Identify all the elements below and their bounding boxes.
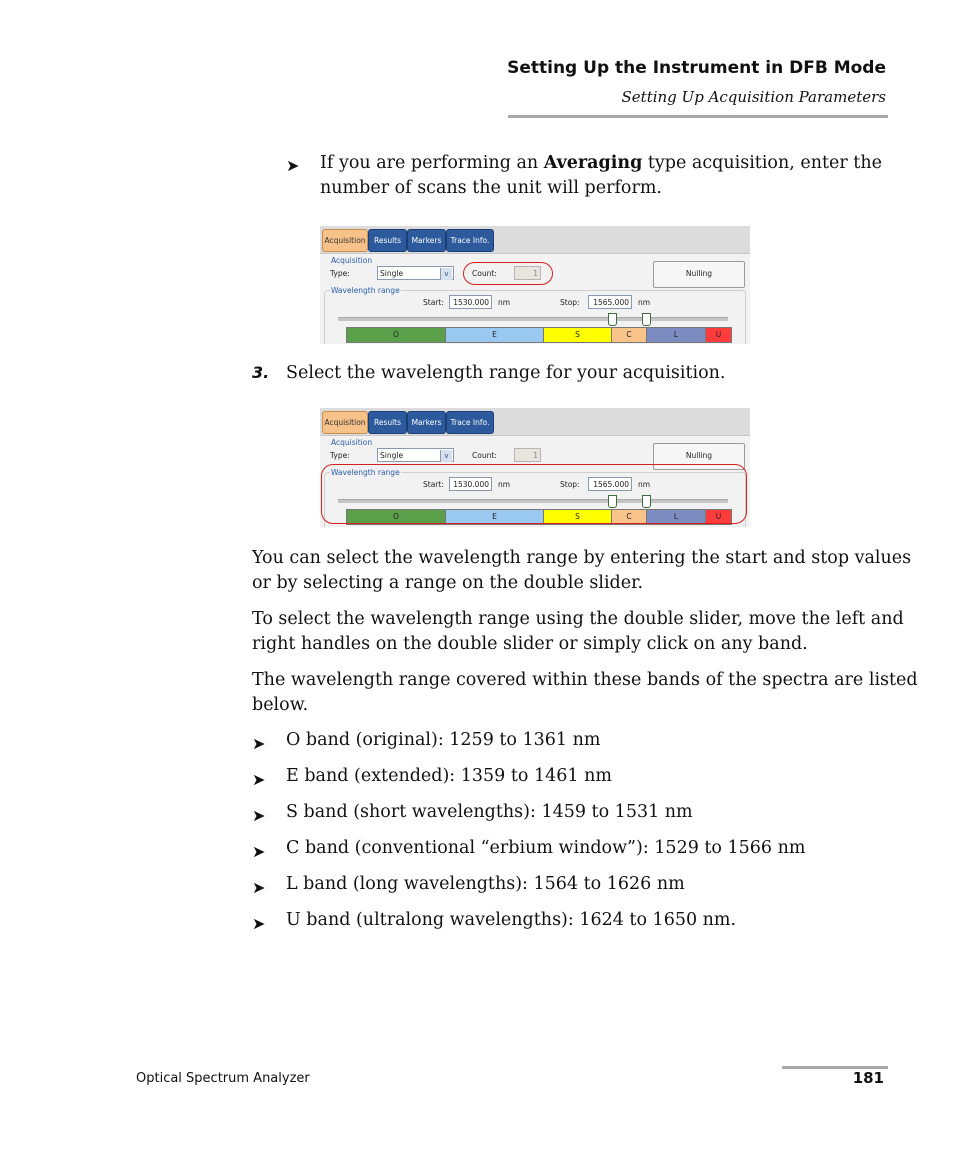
type-select[interactable] — [377, 448, 454, 462]
band-o[interactable]: O — [347, 328, 446, 342]
wavelength-range-label: Wavelength range — [331, 468, 400, 477]
bullet-arrow-icon: ➤ — [286, 156, 300, 175]
type-select[interactable] — [377, 266, 454, 280]
stop-label: Stop: — [560, 480, 580, 489]
bullet-arrow-icon: ➤ — [252, 770, 266, 789]
stop-field[interactable]: 1565.000 — [588, 477, 632, 491]
intro-bullet-text — [320, 151, 882, 201]
band-e[interactable]: E — [446, 328, 544, 342]
acquisition-screenshot-1 — [320, 226, 750, 344]
step-number: 3. — [252, 363, 270, 382]
paragraph-1-line-2: or by selecting a range on the double slider. — [252, 573, 644, 593]
chevron-down-icon[interactable]: v — [440, 268, 452, 280]
start-field[interactable]: 1530.000 — [449, 477, 492, 491]
tab-results[interactable]: Results — [368, 411, 407, 434]
paragraph-3-line-1: The wavelength range covered within these bands of the spectra are listed — [252, 670, 918, 690]
paragraph-2-line-1: To select the wavelength range using the double slider, move the left and — [252, 609, 904, 629]
type-value: Single — [380, 451, 404, 460]
highlight-circle-wavelength-range — [321, 464, 747, 524]
step-3-text: Select the wavelength range for your acquisition. — [286, 363, 726, 383]
count-field[interactable]: 1 — [514, 266, 541, 280]
paragraph-3-line-2: below. — [252, 695, 309, 715]
tab-bar — [320, 408, 750, 436]
running-header-title: Setting Up the Instrument in DFB Mode — [507, 58, 886, 78]
acquisition-screenshot-2 — [320, 408, 750, 527]
band-s[interactable]: S — [544, 328, 612, 342]
intro-suffix: type acquisition, enter the — [642, 153, 882, 173]
tab-trace-info[interactable]: Trace Info. — [446, 229, 494, 252]
chevron-down-icon[interactable]: v — [440, 450, 452, 462]
paragraph-2 — [252, 607, 904, 657]
wavelength-range-label: Wavelength range — [331, 286, 400, 295]
paragraph-3 — [252, 668, 918, 718]
band-l[interactable]: L — [647, 510, 706, 524]
intro-bold-term: Averaging — [543, 153, 643, 173]
count-label: Count: — [472, 451, 497, 460]
slider-right-handle[interactable] — [642, 313, 651, 326]
tab-acquisition[interactable]: Acquisition — [322, 411, 368, 434]
bullet-arrow-icon: ➤ — [252, 734, 266, 753]
band-l[interactable]: L — [647, 328, 706, 342]
double-slider-track[interactable] — [338, 317, 728, 321]
paragraph-1 — [252, 546, 911, 596]
start-field[interactable]: 1530.000 — [449, 295, 492, 309]
footer-manual-title: Optical Spectrum Analyzer — [136, 1071, 310, 1086]
nulling-button[interactable]: Nulling — [653, 443, 745, 470]
header-rule — [508, 115, 888, 118]
tab-markers[interactable]: Markers — [407, 411, 446, 434]
tab-results[interactable]: Results — [368, 229, 407, 252]
paragraph-1-line-1: You can select the wavelength range by entering the start and stop values — [252, 548, 912, 568]
bullet-arrow-icon: ➤ — [252, 842, 266, 861]
nulling-button[interactable]: Nulling — [653, 261, 745, 288]
band-c[interactable]: C — [612, 328, 647, 342]
tab-trace-info[interactable]: Trace Info. — [446, 411, 494, 434]
tab-bar — [320, 226, 750, 254]
band-list-item: L band (long wavelengths): 1564 to 1626 nm — [286, 874, 685, 894]
slider-left-handle[interactable] — [608, 313, 617, 326]
stop-unit: nm — [638, 298, 651, 307]
tab-markers[interactable]: Markers — [407, 229, 446, 252]
tab-acquisition[interactable]: Acquisition — [322, 229, 368, 252]
bullet-arrow-icon: ➤ — [252, 878, 266, 897]
type-label: Type: — [330, 269, 350, 278]
type-label: Type: — [330, 451, 350, 460]
start-label: Start: — [423, 298, 444, 307]
acquisition-group-label: Acquisition — [331, 438, 373, 447]
start-label: Start: — [423, 480, 444, 489]
band-u[interactable]: U — [706, 510, 731, 524]
intro-line2: number of scans the unit will perform. — [320, 178, 662, 198]
band-strip — [346, 327, 732, 343]
stop-field[interactable]: 1565.000 — [588, 295, 632, 309]
highlight-circle-count — [463, 262, 553, 285]
band-list-item: O band (original): 1259 to 1361 nm — [286, 730, 601, 750]
page-number: 181 — [852, 1069, 884, 1087]
band-list-item: E band (extended): 1359 to 1461 nm — [286, 766, 612, 786]
stop-label: Stop: — [560, 298, 580, 307]
start-unit: nm — [498, 480, 511, 489]
stop-unit: nm — [638, 480, 651, 489]
acquisition-group-label: Acquisition — [331, 256, 373, 265]
paragraph-2-line-2: right handles on the double slider or simply click on any band. — [252, 634, 808, 654]
type-value: Single — [380, 269, 404, 278]
running-header-subtitle: Setting Up Acquisition Parameters — [621, 88, 886, 106]
band-u[interactable]: U — [706, 328, 731, 342]
count-field[interactable]: 1 — [514, 448, 541, 462]
bullet-arrow-icon: ➤ — [252, 806, 266, 825]
band-s[interactable]: S — [544, 510, 612, 524]
band-e[interactable]: E — [446, 510, 544, 524]
band-o[interactable]: O — [347, 510, 446, 524]
band-c[interactable]: C — [612, 510, 647, 524]
start-unit: nm — [498, 298, 511, 307]
band-list-item: S band (short wavelengths): 1459 to 1531 nm — [286, 802, 693, 822]
intro-prefix: If you are performing an — [320, 153, 544, 173]
bullet-arrow-icon: ➤ — [252, 914, 266, 933]
count-label: Count: — [472, 269, 497, 278]
band-list-item: C band (conventional “erbium window”): 1529 to 1566 nm — [286, 838, 806, 858]
band-list-item: U band (ultralong wavelengths): 1624 to 1650 nm. — [286, 910, 737, 930]
